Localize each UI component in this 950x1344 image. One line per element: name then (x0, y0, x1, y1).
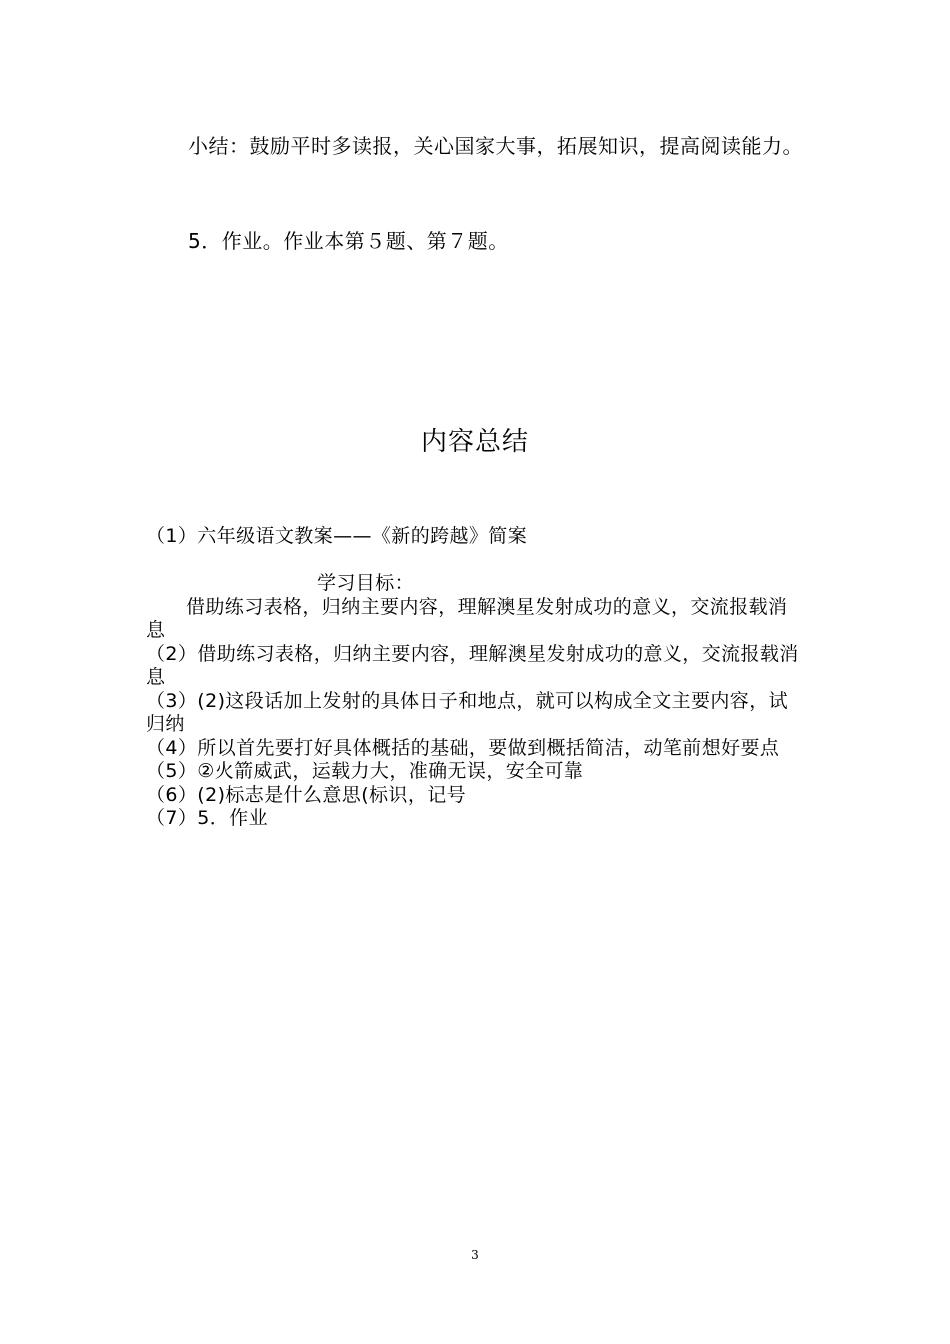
summary-item-2: （2）借助练习表格，归纳主要内容，理解澳星发射成功的意义，交流报载消息 (146, 642, 799, 688)
homework-paragraph: 5．作业。作业本第５题、第７题。 (188, 229, 509, 253)
summary-item-5: （5）②火箭威武，运载力大，准确无误，安全可靠 (146, 760, 584, 782)
summary-item-1: （1）六年级语文教案——《新的跨越》简案 (146, 525, 528, 547)
learning-goal-label: 学习目标： (317, 572, 415, 594)
summary-item-3: （3）(2)这段话加上发射的具体日子和地点，就可以构成全文主要内容，试归纳 (146, 689, 789, 735)
page-number: 3 (471, 1248, 479, 1262)
summary-item-4: （4）所以首先要打好具体概括的基础，要做到概括简洁，动笔前想好要点 (146, 736, 780, 759)
summary-list (146, 572, 806, 831)
summary-item-6: （6）(2)标志是什么意思(标识，记号 (146, 783, 467, 806)
summary-paragraph: 小结：鼓励平时多读报，关心国家大事，拓展知识，提高阅读能力。 (188, 134, 803, 158)
summary-item-7: （7）5．作业 (146, 807, 268, 829)
learning-goal-text: 借助练习表格，归纳主要内容，理解澳星发射成功的意义，交流报载消息 (146, 595, 788, 641)
section-title: 内容总结 (420, 427, 529, 457)
